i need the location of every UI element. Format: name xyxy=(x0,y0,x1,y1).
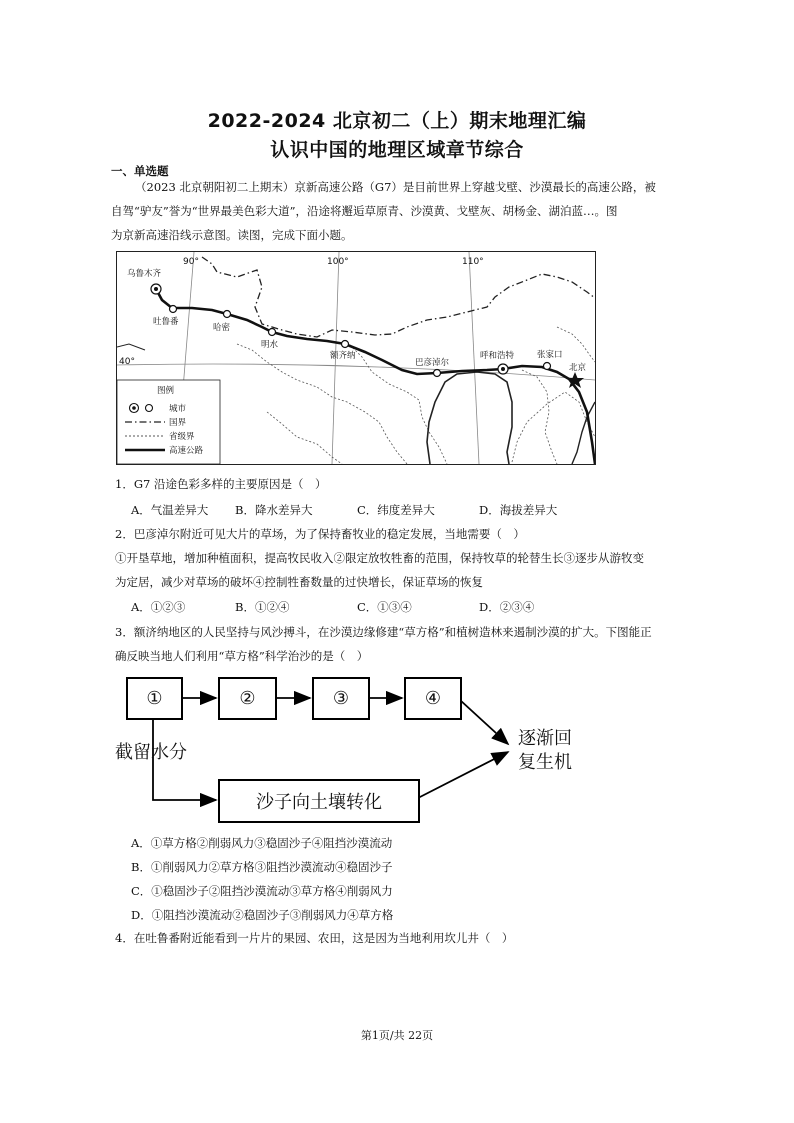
province-border-1 xyxy=(237,344,407,464)
city-label-beijing: 北京 xyxy=(569,363,587,373)
legend-city-label: 城市 xyxy=(169,404,187,414)
q2-statement-line-2: 为定居，减少对草场的破坏④控制牲畜数量的过快增长，保证草场的恢复 xyxy=(115,575,483,589)
flow-box-4: ④ xyxy=(404,677,462,720)
province-border-5 xyxy=(557,327,595,362)
city-label-hami: 哈密 xyxy=(213,323,231,333)
lat-40-label: 40° xyxy=(119,357,135,367)
q1-stem: 1．G7 沿途色彩多样的主要原因是（ ） xyxy=(115,477,327,491)
lon-90-label: 90° xyxy=(183,257,199,267)
lon-110-label: 110° xyxy=(462,257,484,267)
q3-stem-line-2: 确反映当地人们利用“草方格”科学治沙的是（ ） xyxy=(115,649,369,663)
page-title: 2022-2024 北京初二（上）期末地理汇编 xyxy=(207,110,587,132)
province-border-4 xyxy=(522,370,557,464)
legend-title: 图例 xyxy=(157,386,175,396)
flow-left-label: 截留水分 xyxy=(115,742,187,763)
mingshui-marker xyxy=(269,329,276,336)
legend-city-icon xyxy=(146,405,153,412)
legend-border-label: 国界 xyxy=(169,418,187,428)
arrow-4-result xyxy=(460,700,508,744)
q2-option-b[interactable]: B．①②④ xyxy=(235,600,290,614)
bayannur-marker xyxy=(434,370,441,377)
q3-option-d[interactable]: D．①阻挡沙漠流动②稳固沙子③削弱风力④草方格 xyxy=(131,908,394,922)
meridian-110 xyxy=(469,252,479,464)
q3-option-b[interactable]: B．①削弱风力②草方格③阻挡沙漠流动④稳固沙子 xyxy=(131,860,393,874)
q1-option-c[interactable]: C．纬度差异大 xyxy=(357,503,435,517)
national-border xyxy=(202,257,595,337)
q1-option-a[interactable]: A．气温差异大 xyxy=(131,503,209,517)
ejina-marker xyxy=(342,341,349,348)
page-footer: 第1页/共 22页 xyxy=(360,1029,434,1042)
legend-province-label: 省级界 xyxy=(169,432,195,442)
lon-100-label: 100° xyxy=(327,257,349,267)
highway-map xyxy=(116,251,596,465)
q2-statement-line-1: ①开垦草地，增加种植面积，提高牧民收入②限定放牧牲畜的范围，保持牧草的轮替生长③逐步从游牧变 xyxy=(115,551,644,565)
q2-option-c[interactable]: C．①③④ xyxy=(357,600,412,614)
flow-bottom-box: 沙子向土壤转化 xyxy=(218,779,420,823)
city-label-hohhot: 呼和浩特 xyxy=(480,351,515,361)
legend-highway-label: 高速公路 xyxy=(169,446,204,456)
flow-box-1: ① xyxy=(126,677,183,720)
flow-result-line-1: 逐渐回 xyxy=(518,728,572,749)
section-heading: 一、单选题 xyxy=(111,164,169,178)
page-subtitle: 认识中国的地理区域章节综合 xyxy=(270,139,524,161)
turpan-marker xyxy=(170,306,177,313)
q4-stem: 4．在吐鲁番附近能看到一片片的果园、农田，这是因为当地利用坎儿井（ ） xyxy=(115,931,514,945)
border-west xyxy=(117,344,145,350)
q2-option-a[interactable]: A．①②③ xyxy=(131,600,186,614)
q1-option-b[interactable]: B．降水差异大 xyxy=(235,503,313,517)
arrow-bottom-result xyxy=(418,752,508,798)
flow-box-2: ② xyxy=(218,677,277,720)
urumqi-dot xyxy=(154,287,158,291)
flow-box-3: ③ xyxy=(312,677,370,720)
map-svg xyxy=(117,252,595,464)
river xyxy=(427,372,512,464)
city-label-ejina: 额齐纳 xyxy=(330,351,356,361)
intro-line-1: （2023 北京朝阳初二上期末）京新高速公路（G7）是目前世界上穿越戈壁、沙漠最长的高速公路，被 xyxy=(135,180,656,194)
city-label-zhangjiakou: 张家口 xyxy=(537,350,563,360)
q1-option-d[interactable]: D．海拔差异大 xyxy=(479,503,558,517)
q2-option-d[interactable]: D．②③④ xyxy=(479,600,535,614)
city-label-turpan: 吐鲁番 xyxy=(153,317,179,327)
city-label-urumqi: 乌鲁木齐 xyxy=(127,269,162,279)
intro-line-2: 自驾“驴友”誉为“世界最美色彩大道”，沿途将邂逅草原青、沙漠黄、戈壁灰、胡杨金、湖泊蓝…。图 xyxy=(111,204,618,218)
q3-option-a[interactable]: A．①草方格②削弱风力③稳固沙子④阻挡沙漠流动 xyxy=(131,836,393,850)
city-label-mingshui: 明水 xyxy=(261,340,279,350)
q3-stem-line-1: 3．额济纳地区的人民坚持与风沙搏斗，在沙漠边缘修建“草方格”和植树造林来遏制沙漠的扩大。下图能正 xyxy=(115,625,652,639)
hami-marker xyxy=(224,311,231,318)
city-label-bayannur: 巴彦淖尔 xyxy=(415,358,450,368)
highway-g7 xyxy=(156,289,595,464)
hohhot-dot xyxy=(501,367,505,371)
intro-line-3: 为京新高速沿线示意图。读图，完成下面小题。 xyxy=(111,228,353,242)
q2-stem: 2．巴彦淖尔附近可见大片的草场，为了保持畜牧业的稳定发展，当地需要（ ） xyxy=(115,527,525,541)
q3-option-c[interactable]: C．①稳固沙子②阻挡沙漠流动③草方格④削弱风力 xyxy=(131,884,393,898)
zhangjiakou-marker xyxy=(544,363,551,370)
province-border-3 xyxy=(267,412,342,464)
flow-result-line-2: 复生机 xyxy=(518,752,572,773)
